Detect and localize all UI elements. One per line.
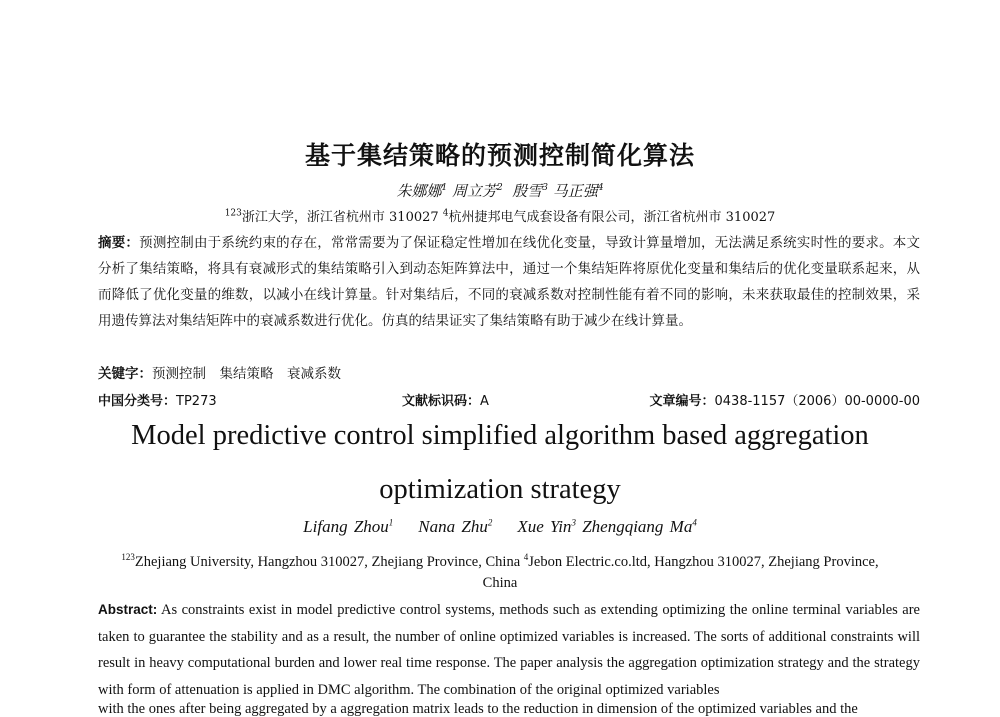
- cn-affil-sup: 4: [442, 208, 449, 219]
- en-affil-sup: 123: [121, 552, 135, 562]
- cn-author: 周立芳: [451, 182, 497, 200]
- cn-affil-sup: 123: [224, 208, 242, 219]
- classification-number: [98, 390, 217, 409]
- cn-affil-text: 杭州捷邦电气成套设备有限公司，浙江省杭州市 310027: [448, 210, 776, 225]
- en-abstract: [98, 597, 920, 703]
- cn-author-sup: 2: [496, 183, 503, 193]
- en-paper-title-line-1: Model predictive control simplified algorithm based aggregation: [131, 420, 869, 451]
- en-author-sup: 4: [692, 517, 697, 528]
- cn-abstract-text: 预测控制由于系统约束的存在，常常需要为了保证稳定性增加在线优化变量，导致计算量增加，无法满足系统实时性的要求。本文分析了集结策略，将具有衰减形式的集结策略引入到动态矩阵算法中，通过一个集结矩阵将原优化变量和集结后的优化变量联系起来，从而降低了优化变量的维数，以减小在线计算量。针对集结后，不同的衰减系数对控制性能有着不同的影响，未来获取最佳的控制效果，采用遗传算法对集结矩阵中的衰减系数进行优化。仿真的结果证实了集结策略有助于减少在线计算量。: [98, 235, 921, 329]
- cn-author-sup: 1: [441, 183, 448, 193]
- en-author: Lifang Zhou: [303, 517, 389, 536]
- article-number-value: 0438-1157（2006）00-0000-00: [714, 394, 920, 409]
- document-code-label: 文献标识码：: [402, 394, 481, 409]
- en-abstract-cut-line: [98, 701, 920, 717]
- en-author: Xue Yin: [517, 517, 572, 536]
- article-number-label: 文章编号：: [649, 394, 715, 409]
- en-author-list: [0, 517, 1000, 537]
- cn-abstract: [98, 230, 920, 334]
- en-affil-sup: 4: [523, 552, 529, 562]
- cn-author: 朱娜娜: [396, 182, 442, 200]
- cn-keywords: [98, 361, 920, 387]
- classification-label: 中国分类号：: [98, 394, 177, 409]
- en-author: Zhengqiang Ma: [582, 517, 693, 536]
- en-affiliation-country: China: [482, 575, 518, 591]
- article-number: [649, 390, 920, 409]
- cn-author-sup: 4: [597, 183, 604, 193]
- en-paper-title-line-2: optimization strategy: [379, 474, 621, 505]
- document-code: [402, 390, 489, 409]
- en-abstract-label: Abstract:: [98, 602, 158, 617]
- cn-abstract-label: 摘要：: [98, 235, 140, 251]
- en-author: Nana Zhu: [418, 517, 488, 536]
- cn-author-list: [0, 180, 1000, 201]
- cn-paper-title: 基于集结策略的预测控制简化算法: [304, 141, 695, 170]
- document-code-value: A: [480, 394, 489, 409]
- en-affil-text: Jebon Electric.co.ltd, Hangzhou 310027, Zhejiang Province,: [528, 553, 879, 570]
- cn-affil-text: 浙江大学，浙江省杭州市 310027: [241, 210, 439, 225]
- cn-author-sup: 3: [542, 183, 549, 193]
- cn-keywords-text: 预测控制 集结策略 衰减系数: [152, 366, 341, 382]
- en-author-sup: 1: [388, 517, 394, 528]
- en-abstract-cut-text: with the ones after being aggregated by a aggregation matrix leads to the reduction in dimension of the optimized variables and the: [98, 701, 858, 717]
- cn-keywords-label: 关键字：: [98, 366, 152, 382]
- en-abstract-text: As constraints exist in model predictive control systems, methods such as extending optimizing the online terminal variables are taken to guarantee the stability and as a result, the number of online optimized variables is increased. The sorts of additional constraints will result in heavy computational burden and lower real time response. The paper analysis the aggregation optimization strategy and the strategy with form of attenuation is applied in DMC algorithm. The combination of the original optimized variables: [98, 602, 920, 698]
- cn-meta-row: [98, 390, 920, 410]
- en-author-sup: 3: [571, 517, 576, 528]
- cn-author: 马正强: [552, 182, 598, 200]
- classification-value: TP273: [176, 394, 217, 409]
- cn-affiliation: [0, 206, 1000, 225]
- cn-author: 殷雪: [512, 182, 543, 200]
- en-affil-text: Zhejiang University, Hangzhou 310027, Zhejiang Province, China: [134, 553, 521, 570]
- en-author-sup: 2: [487, 517, 493, 528]
